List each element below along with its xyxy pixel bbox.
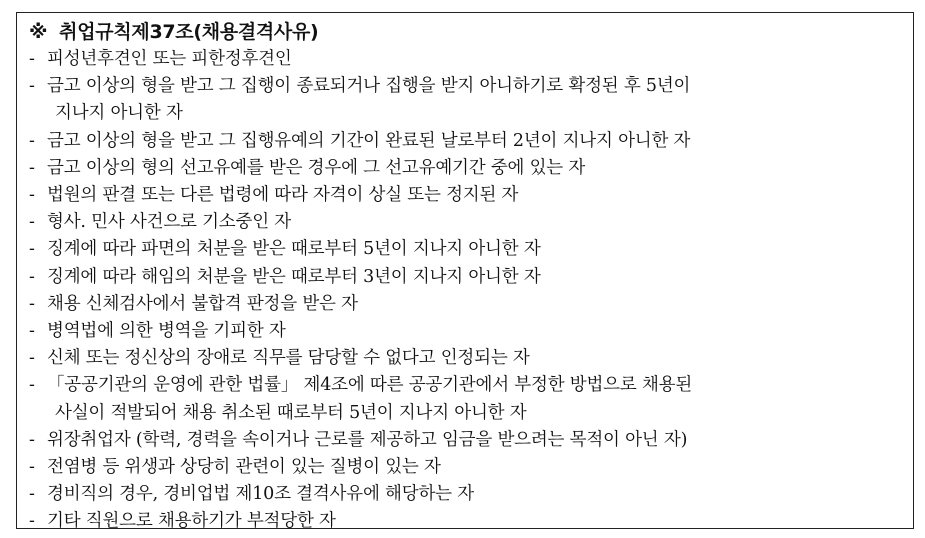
- list-item-text: 형사. 민사 사건으로 기소중인 자: [47, 212, 291, 233]
- list-item-continuation: 사실이 적발되어 채용 취소된 때로부터 5년이 지나지 아니한 자: [55, 402, 527, 423]
- list-item-text: 피성년후견인 또는 피한정후견인: [47, 49, 292, 69]
- list-item-text: 전염병 등 위생과 상당히 관련이 있는 질병이 있는 자: [47, 457, 441, 478]
- list-item: [25, 209, 903, 236]
- list-dash: -: [29, 266, 35, 287]
- list-item: [25, 291, 903, 318]
- list-item-text: 징계에 따라 해임의 처분을 받은 때로부터 3년이 지나지 아니한 자: [47, 266, 541, 287]
- list-item: [25, 454, 903, 481]
- list-item-text: 위장취업자 (학력, 경력을 속이거나 근로를 제공하고 임금을 받으려는 목적이 아닌 자): [47, 429, 688, 450]
- list-item: [25, 318, 903, 345]
- list-dash: -: [29, 185, 35, 206]
- list-dash: -: [29, 348, 35, 369]
- list-item-text: 기타 직원으로 채용하기가 부적당한 자: [47, 511, 336, 532]
- list-dash: -: [29, 511, 35, 532]
- list-dash: -: [29, 157, 35, 178]
- list-item-text: 병역법에 의한 병역을 기피한 자: [47, 321, 286, 342]
- list-item-text: 금고 이상의 형을 받고 그 집행이 종료되거나 집행을 받지 아니하기로 확정된 후 5년이: [47, 76, 691, 97]
- list-item: [25, 46, 903, 73]
- list-item: [25, 264, 903, 291]
- list-item-text: 금고 이상의 형을 받고 그 집행유예의 기간이 완료된 날로부터 2년이 지나지 아니한 자: [47, 130, 691, 151]
- list-item-text: 금고 이상의 형의 선고유예를 받은 경우에 그 선고유예기간 중에 있는 자: [47, 157, 586, 178]
- list-item-continuation: 지나지 아니한 자: [55, 103, 183, 124]
- reference-mark: ※: [29, 21, 48, 43]
- list-item: [25, 128, 903, 155]
- list-dash: -: [29, 484, 35, 505]
- disqualification-box: [16, 12, 914, 532]
- list-dash: -: [29, 375, 35, 396]
- list-dash: -: [29, 293, 35, 314]
- list-item: [25, 427, 903, 454]
- list-dash: -: [29, 130, 35, 151]
- list-item: [25, 182, 903, 209]
- list-item-text: 징계에 따라 파면의 처분을 받은 때로부터 5년이 지나지 아니한 자: [47, 239, 541, 260]
- list-item: [25, 73, 903, 127]
- list-item-text: 채용 신체검사에서 불합격 판정을 받은 자: [47, 293, 358, 314]
- section-title-text: 취업규칙제37조(채용결격사유): [59, 21, 319, 43]
- list-item-text: 경비직의 경우, 경비업법 제10조 결격사유에 해당하는 자: [47, 484, 474, 505]
- list-item: [25, 236, 903, 263]
- list-item-text: 신체 또는 정신상의 장애로 직무를 담당할 수 없다고 인정되는 자: [47, 348, 530, 369]
- list-dash: -: [29, 457, 35, 478]
- list-dash: -: [29, 321, 35, 342]
- list-item: [25, 481, 903, 508]
- list-dash: -: [29, 429, 35, 450]
- list-dash: -: [29, 76, 35, 97]
- disqualification-list: [25, 46, 903, 536]
- list-item: [25, 372, 903, 426]
- list-dash: -: [29, 49, 35, 69]
- list-item: [25, 155, 903, 182]
- list-dash: -: [29, 212, 35, 233]
- list-item-text: 「공공기관의 운영에 관한 법률」 제4조에 따른 공공기관에서 부정한 방법으로 채용된: [47, 375, 693, 396]
- list-item: [25, 508, 903, 535]
- list-item-text: 법원의 판결 또는 다른 법령에 따라 자격이 상실 또는 정지된 자: [47, 185, 519, 206]
- list-dash: -: [29, 239, 35, 260]
- list-item: [25, 345, 903, 372]
- section-title: [29, 19, 903, 45]
